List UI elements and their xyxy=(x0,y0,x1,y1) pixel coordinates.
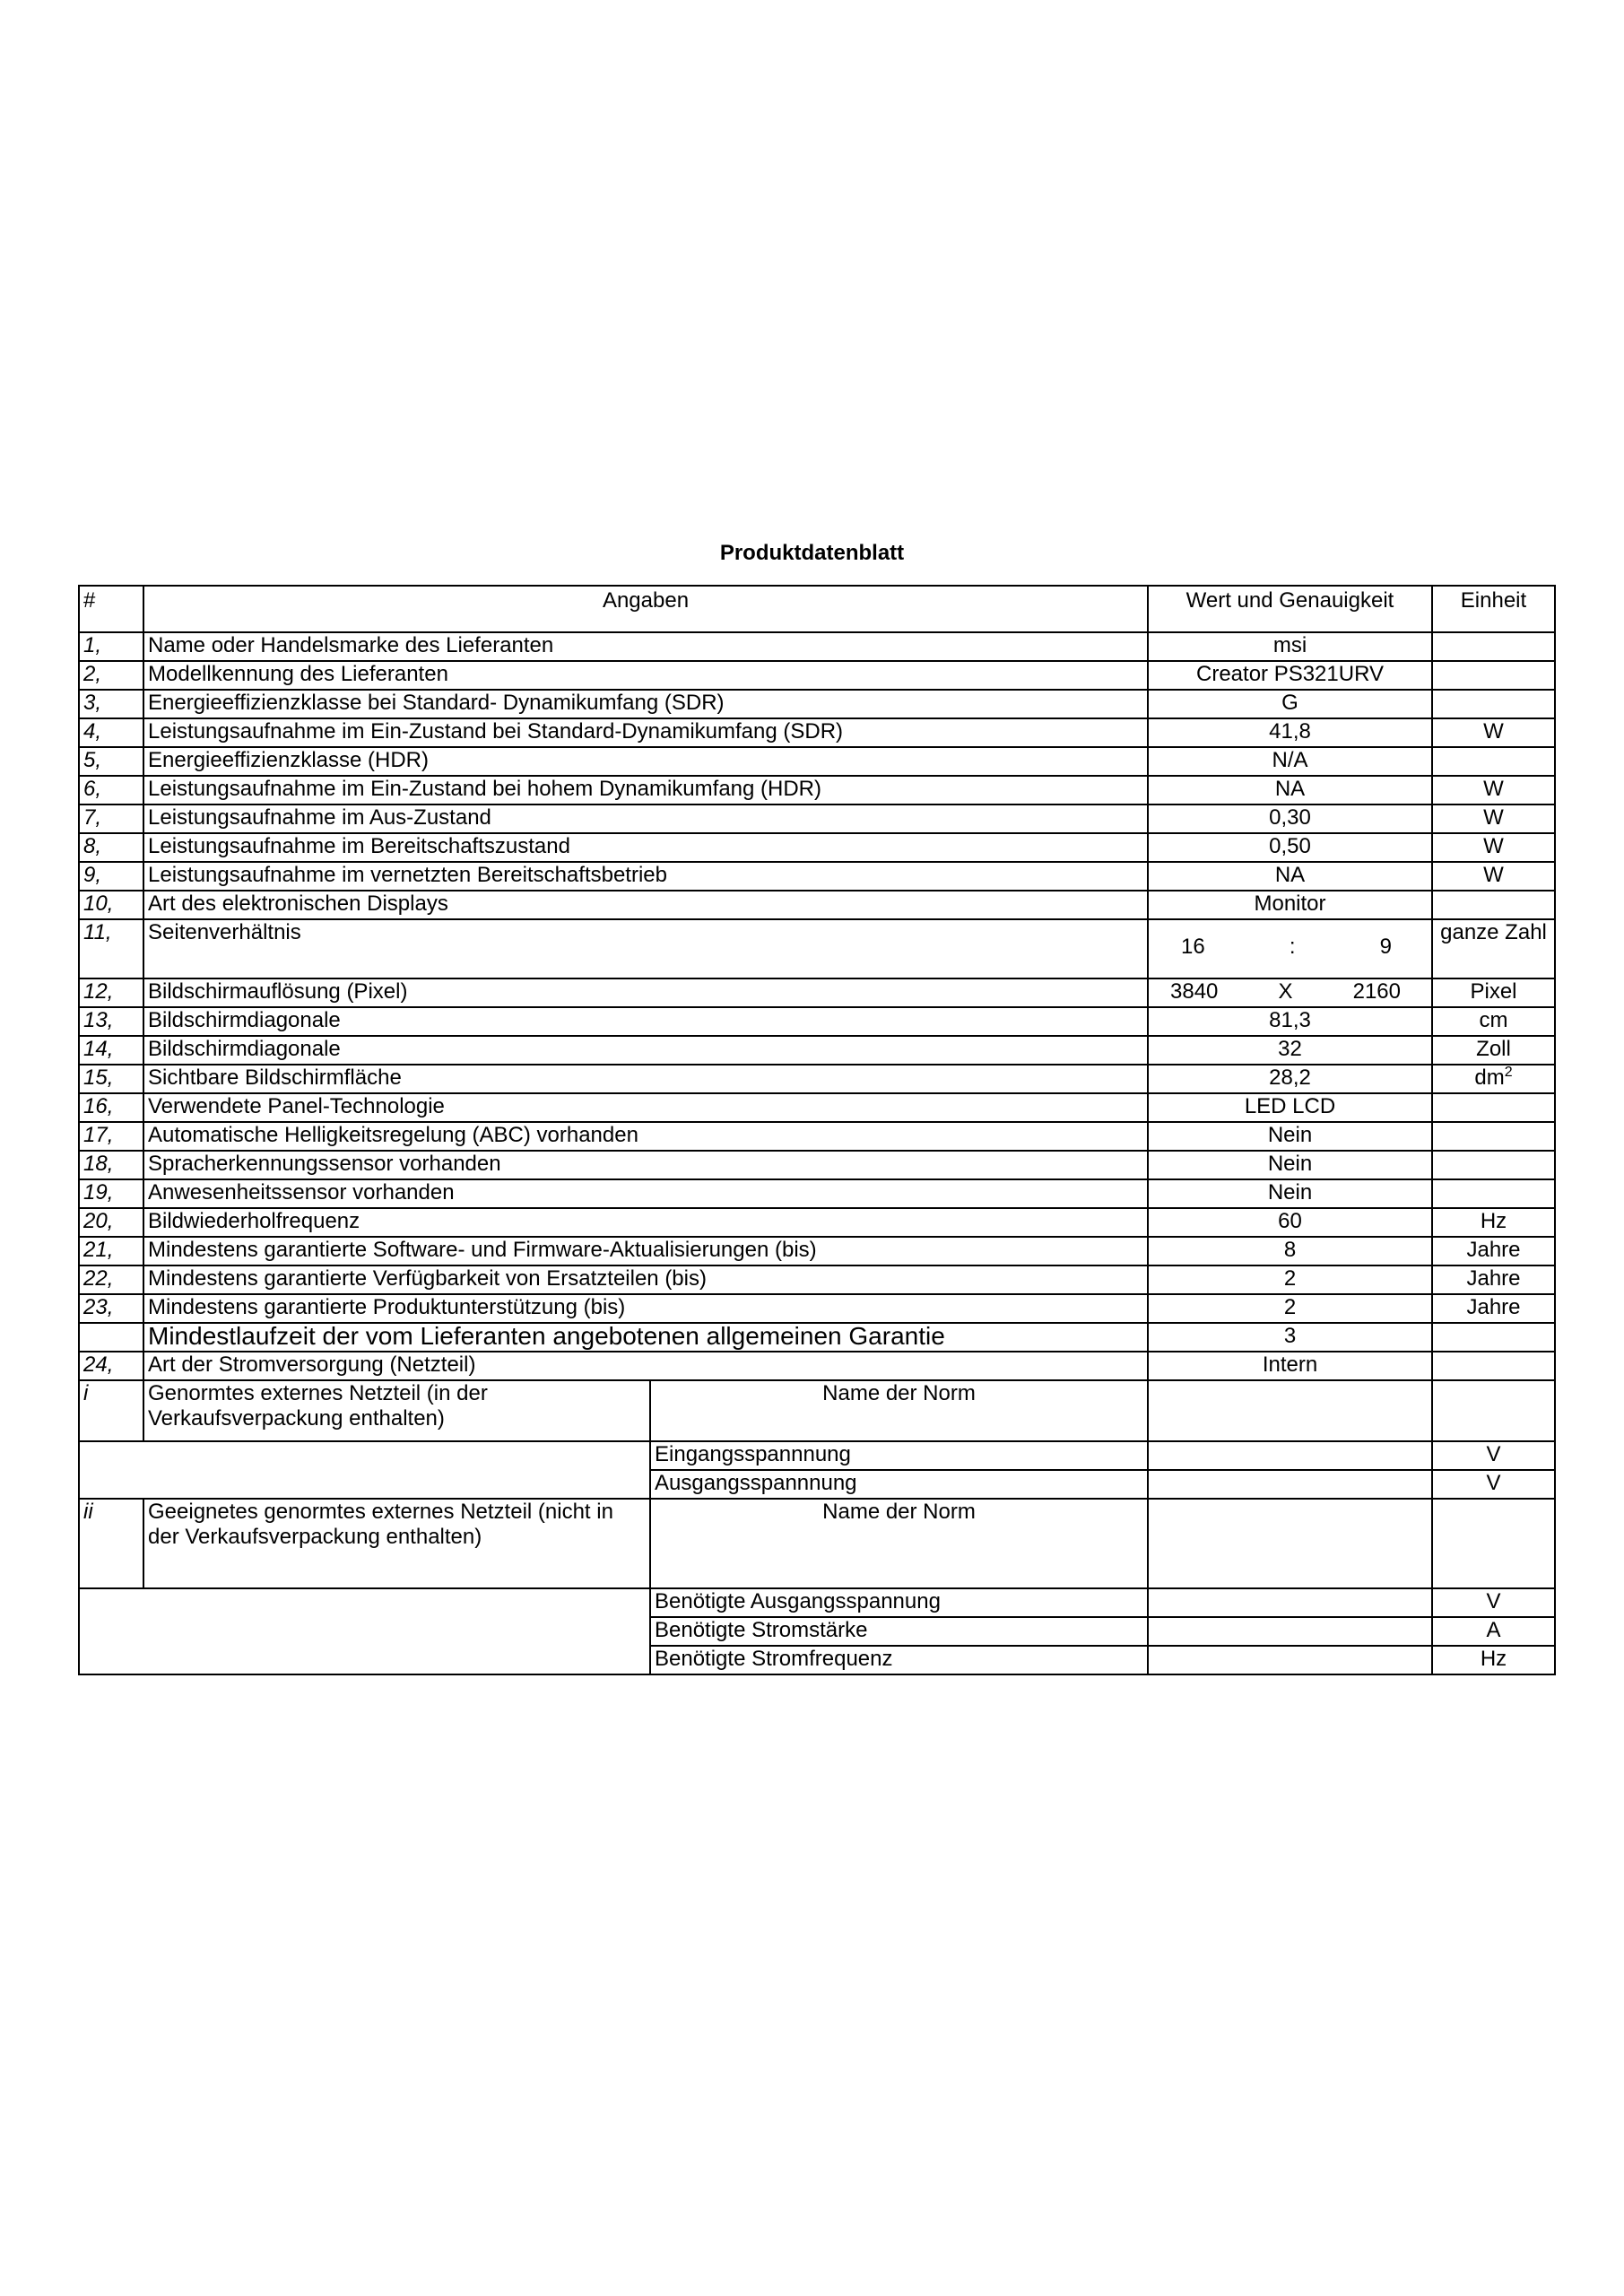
header-row xyxy=(79,586,1555,632)
psu-ii-voltage-label: Benötigte Ausgangsspannung xyxy=(650,1588,1148,1617)
row-value: NA xyxy=(1148,862,1432,891)
row-description: Mindestens garantierte Software- und Firmware-Aktualisierungen (bis) xyxy=(143,1237,1148,1265)
unit-text: dm xyxy=(1474,1065,1505,1090)
row-unit xyxy=(1432,1237,1555,1265)
row-description: Automatische Helligkeitsregelung (ABC) vorhanden xyxy=(143,1122,1148,1151)
row-number: 4, xyxy=(79,718,143,747)
row-value: 41,8 xyxy=(1148,718,1432,747)
row-number: 3, xyxy=(79,690,143,718)
row-value: 2 xyxy=(1148,1265,1432,1294)
row-value: Creator PS321URV xyxy=(1148,661,1432,690)
row-number: 1, xyxy=(79,632,143,661)
row-description: Mindestlaufzeit der vom Lieferanten angebotenen allgemeinen Garantie xyxy=(143,1323,1148,1352)
row-number: 14, xyxy=(79,1036,143,1065)
row-value: 0,50 xyxy=(1148,833,1432,862)
table-row xyxy=(79,1208,1555,1237)
psu-i-output-label: Ausgangsspannnung xyxy=(650,1470,1148,1499)
row-description: Anwesenheitssensor vorhanden xyxy=(143,1179,1148,1208)
row-number: 2, xyxy=(79,661,143,690)
row-number: 22, xyxy=(79,1265,143,1294)
row-description: Leistungsaufnahme im Bereitschaftszustand xyxy=(143,833,1148,862)
row-description: Bildschirmdiagonale xyxy=(143,1036,1148,1065)
row-unit xyxy=(1432,1036,1555,1065)
unit-text: W xyxy=(1483,805,1504,830)
row-description: Mindestens garantierte Verfügbarkeit von Ersatzteilen (bis) xyxy=(143,1265,1148,1294)
row-number: 13, xyxy=(79,1007,143,1036)
value-pair xyxy=(1152,979,1428,1004)
row-value: 8 xyxy=(1148,1237,1432,1265)
row-unit xyxy=(1432,804,1555,833)
psu-i-output-unit: V xyxy=(1432,1470,1555,1499)
row-value xyxy=(1148,919,1432,978)
row-value: 32 xyxy=(1148,1036,1432,1065)
psu-i-input-label: Eingangsspannnung xyxy=(650,1441,1148,1470)
row-number: 7, xyxy=(79,804,143,833)
row-unit xyxy=(1432,1065,1555,1093)
row-description: Leistungsaufnahme im Ein-Zustand bei Standard-Dynamikumfang (SDR) xyxy=(143,718,1148,747)
row-description: Leistungsaufnahme im Aus-Zustand xyxy=(143,804,1148,833)
value-a: 3840 xyxy=(1170,979,1219,1004)
psu-ii-frequency-unit: Hz xyxy=(1432,1646,1555,1674)
value-separator: : xyxy=(1289,935,1296,959)
product-data-table xyxy=(78,585,1556,1675)
header-desc: Angaben xyxy=(143,586,1148,632)
psu-ii-description: Geeignetes genormtes externes Netzteil (nicht in der Verkaufsverpackung enthalten) xyxy=(143,1499,650,1588)
row-number: 20, xyxy=(79,1208,143,1237)
row-number: 9, xyxy=(79,862,143,891)
unit-text: ganze Zahl xyxy=(1440,920,1547,944)
row-number: 6, xyxy=(79,776,143,804)
row-unit xyxy=(1432,661,1555,690)
row-number: 21, xyxy=(79,1237,143,1265)
table-row xyxy=(79,862,1555,891)
table-row xyxy=(79,632,1555,661)
unit-text: Pixel xyxy=(1470,979,1517,1004)
psu-i-blank xyxy=(79,1441,650,1499)
table-row xyxy=(79,919,1555,978)
unit-text: Hz xyxy=(1480,1209,1507,1233)
row-unit xyxy=(1432,690,1555,718)
header-unit: Einheit xyxy=(1432,586,1555,632)
row-unit xyxy=(1432,1151,1555,1179)
table-row xyxy=(79,833,1555,862)
psu-i-norm-unit xyxy=(1432,1380,1555,1441)
psu-ii-voltage-unit: V xyxy=(1432,1588,1555,1617)
row-value: 81,3 xyxy=(1148,1007,1432,1036)
row-description: Leistungsaufnahme im Ein-Zustand bei hohem Dynamikumfang (HDR) xyxy=(143,776,1148,804)
row-number: 17, xyxy=(79,1122,143,1151)
table-row xyxy=(79,690,1555,718)
row-value: G xyxy=(1148,690,1432,718)
row-value: Intern xyxy=(1148,1352,1432,1380)
table-row xyxy=(79,891,1555,919)
row-value: msi xyxy=(1148,632,1432,661)
row-unit xyxy=(1432,919,1555,978)
row-unit xyxy=(1432,833,1555,862)
row-description: Mindestens garantierte Produktunterstützung (bis) xyxy=(143,1294,1148,1323)
value-pair xyxy=(1152,920,1428,960)
row-number: 23, xyxy=(79,1294,143,1323)
row-unit xyxy=(1432,978,1555,1007)
row-description: Verwendete Panel-Technologie xyxy=(143,1093,1148,1122)
row-value: 3 xyxy=(1148,1323,1432,1352)
psu-ii-norm-unit xyxy=(1432,1499,1555,1588)
unit-text: W xyxy=(1483,719,1504,744)
row-value: Nein xyxy=(1148,1122,1432,1151)
row-value: Nein xyxy=(1148,1179,1432,1208)
row-number: 15, xyxy=(79,1065,143,1093)
row-description: Modellkennung des Lieferanten xyxy=(143,661,1148,690)
row-value: N/A xyxy=(1148,747,1432,776)
row-description: Art der Stromversorgung (Netzteil) xyxy=(143,1352,1148,1380)
row-number: 16, xyxy=(79,1093,143,1122)
unit-text: Jahre xyxy=(1466,1266,1521,1291)
row-description: Art des elektronischen Displays xyxy=(143,891,1148,919)
table-row xyxy=(79,1323,1555,1352)
unit-text: W xyxy=(1483,863,1504,887)
row-value: Monitor xyxy=(1148,891,1432,919)
row-unit xyxy=(1432,862,1555,891)
row-unit xyxy=(1432,1294,1555,1323)
table-row xyxy=(79,661,1555,690)
row-unit xyxy=(1432,776,1555,804)
row-unit xyxy=(1432,1179,1555,1208)
unit-text: W xyxy=(1483,834,1504,858)
row-unit xyxy=(1432,632,1555,661)
row-description: Spracherkennungssensor vorhanden xyxy=(143,1151,1148,1179)
psu-ii-row xyxy=(79,1499,1555,1588)
psu-i-norm-value xyxy=(1148,1380,1432,1441)
table-row xyxy=(79,747,1555,776)
header-value: Wert und Genauigkeit xyxy=(1148,586,1432,632)
table-row xyxy=(79,1294,1555,1323)
header-num: # xyxy=(79,586,143,632)
row-value: NA xyxy=(1148,776,1432,804)
psu-i-input-value xyxy=(1148,1441,1432,1470)
row-value: 28,2 xyxy=(1148,1065,1432,1093)
table-row xyxy=(79,1007,1555,1036)
row-number: 12, xyxy=(79,978,143,1007)
table-row xyxy=(79,1179,1555,1208)
value-separator: X xyxy=(1278,979,1293,1004)
page-title: Produktdatenblatt xyxy=(719,541,905,565)
row-number: 19, xyxy=(79,1179,143,1208)
row-number: 8, xyxy=(79,833,143,862)
table-row xyxy=(79,1122,1555,1151)
row-unit xyxy=(1432,1093,1555,1122)
row-description: Leistungsaufnahme im vernetzten Bereitschaftsbetrieb xyxy=(143,862,1148,891)
row-number: 11, xyxy=(79,919,143,978)
row-value: LED LCD xyxy=(1148,1093,1432,1122)
table-row xyxy=(79,978,1555,1007)
psu-ii-current-label: Benötigte Stromstärke xyxy=(650,1617,1148,1646)
unit-text: W xyxy=(1483,777,1504,801)
psu-ii-frequency-value xyxy=(1148,1646,1432,1674)
row-unit xyxy=(1432,718,1555,747)
table-row xyxy=(79,1036,1555,1065)
psu-i-row xyxy=(79,1380,1555,1441)
row-value: 2 xyxy=(1148,1294,1432,1323)
psu-i-number: i xyxy=(79,1380,143,1441)
table-row xyxy=(79,804,1555,833)
row-number xyxy=(79,1323,143,1352)
row-description: Bildwiederholfrequenz xyxy=(143,1208,1148,1237)
row-description: Bildschirmdiagonale xyxy=(143,1007,1148,1036)
row-value: Nein xyxy=(1148,1151,1432,1179)
table-row xyxy=(79,1352,1555,1380)
table-row xyxy=(79,1151,1555,1179)
unit-superscript: 2 xyxy=(1504,1065,1513,1080)
unit-text: Jahre xyxy=(1466,1295,1521,1319)
row-description: Seitenverhältnis xyxy=(143,919,1148,978)
table-row xyxy=(79,776,1555,804)
psu-i-input-unit: V xyxy=(1432,1441,1555,1470)
psu-ii-number: ii xyxy=(79,1499,143,1588)
row-value: 60 xyxy=(1148,1208,1432,1237)
psu-ii-norm-value xyxy=(1148,1499,1432,1588)
row-unit xyxy=(1432,1323,1555,1352)
psu-ii-current-value xyxy=(1148,1617,1432,1646)
psu-i-description: Genormtes externes Netzteil (in der Verkaufsverpackung enthalten) xyxy=(143,1380,650,1441)
psu-ii-current-unit: A xyxy=(1432,1617,1555,1646)
table-row xyxy=(79,1093,1555,1122)
value-b: 9 xyxy=(1379,935,1392,959)
psu-ii-voltage-row xyxy=(79,1588,1555,1617)
table-row xyxy=(79,1237,1555,1265)
psu-ii-voltage-value xyxy=(1148,1588,1432,1617)
row-unit xyxy=(1432,747,1555,776)
row-description: Energieeffizienzklasse (HDR) xyxy=(143,747,1148,776)
psu-ii-norm-label: Name der Norm xyxy=(650,1499,1148,1588)
row-value: 0,30 xyxy=(1148,804,1432,833)
psu-ii-blank xyxy=(79,1588,650,1674)
unit-text: Jahre xyxy=(1466,1238,1521,1262)
unit-text: Zoll xyxy=(1476,1037,1511,1061)
row-unit xyxy=(1432,1007,1555,1036)
table-row xyxy=(79,718,1555,747)
row-description: Bildschirmauflösung (Pixel) xyxy=(143,978,1148,1007)
unit-text: cm xyxy=(1479,1008,1508,1032)
psu-i-norm-label: Name der Norm xyxy=(650,1380,1148,1441)
row-description: Energieeffizienzklasse bei Standard- Dynamikumfang (SDR) xyxy=(143,690,1148,718)
row-number: 18, xyxy=(79,1151,143,1179)
row-unit xyxy=(1432,1122,1555,1151)
row-number: 24, xyxy=(79,1352,143,1380)
psu-i-input-row xyxy=(79,1441,1555,1470)
row-description: Sichtbare Bildschirmfläche xyxy=(143,1065,1148,1093)
row-unit xyxy=(1432,1208,1555,1237)
row-description: Name oder Handelsmarke des Lieferanten xyxy=(143,632,1148,661)
row-number: 10, xyxy=(79,891,143,919)
psu-ii-frequency-label: Benötigte Stromfrequenz xyxy=(650,1646,1148,1674)
row-value xyxy=(1148,978,1432,1007)
row-number: 5, xyxy=(79,747,143,776)
value-a: 16 xyxy=(1181,935,1205,959)
row-unit xyxy=(1432,891,1555,919)
psu-i-output-value xyxy=(1148,1470,1432,1499)
row-unit xyxy=(1432,1265,1555,1294)
row-unit xyxy=(1432,1352,1555,1380)
table-row xyxy=(79,1265,1555,1294)
value-b: 2160 xyxy=(1352,979,1401,1004)
table-row xyxy=(79,1065,1555,1093)
